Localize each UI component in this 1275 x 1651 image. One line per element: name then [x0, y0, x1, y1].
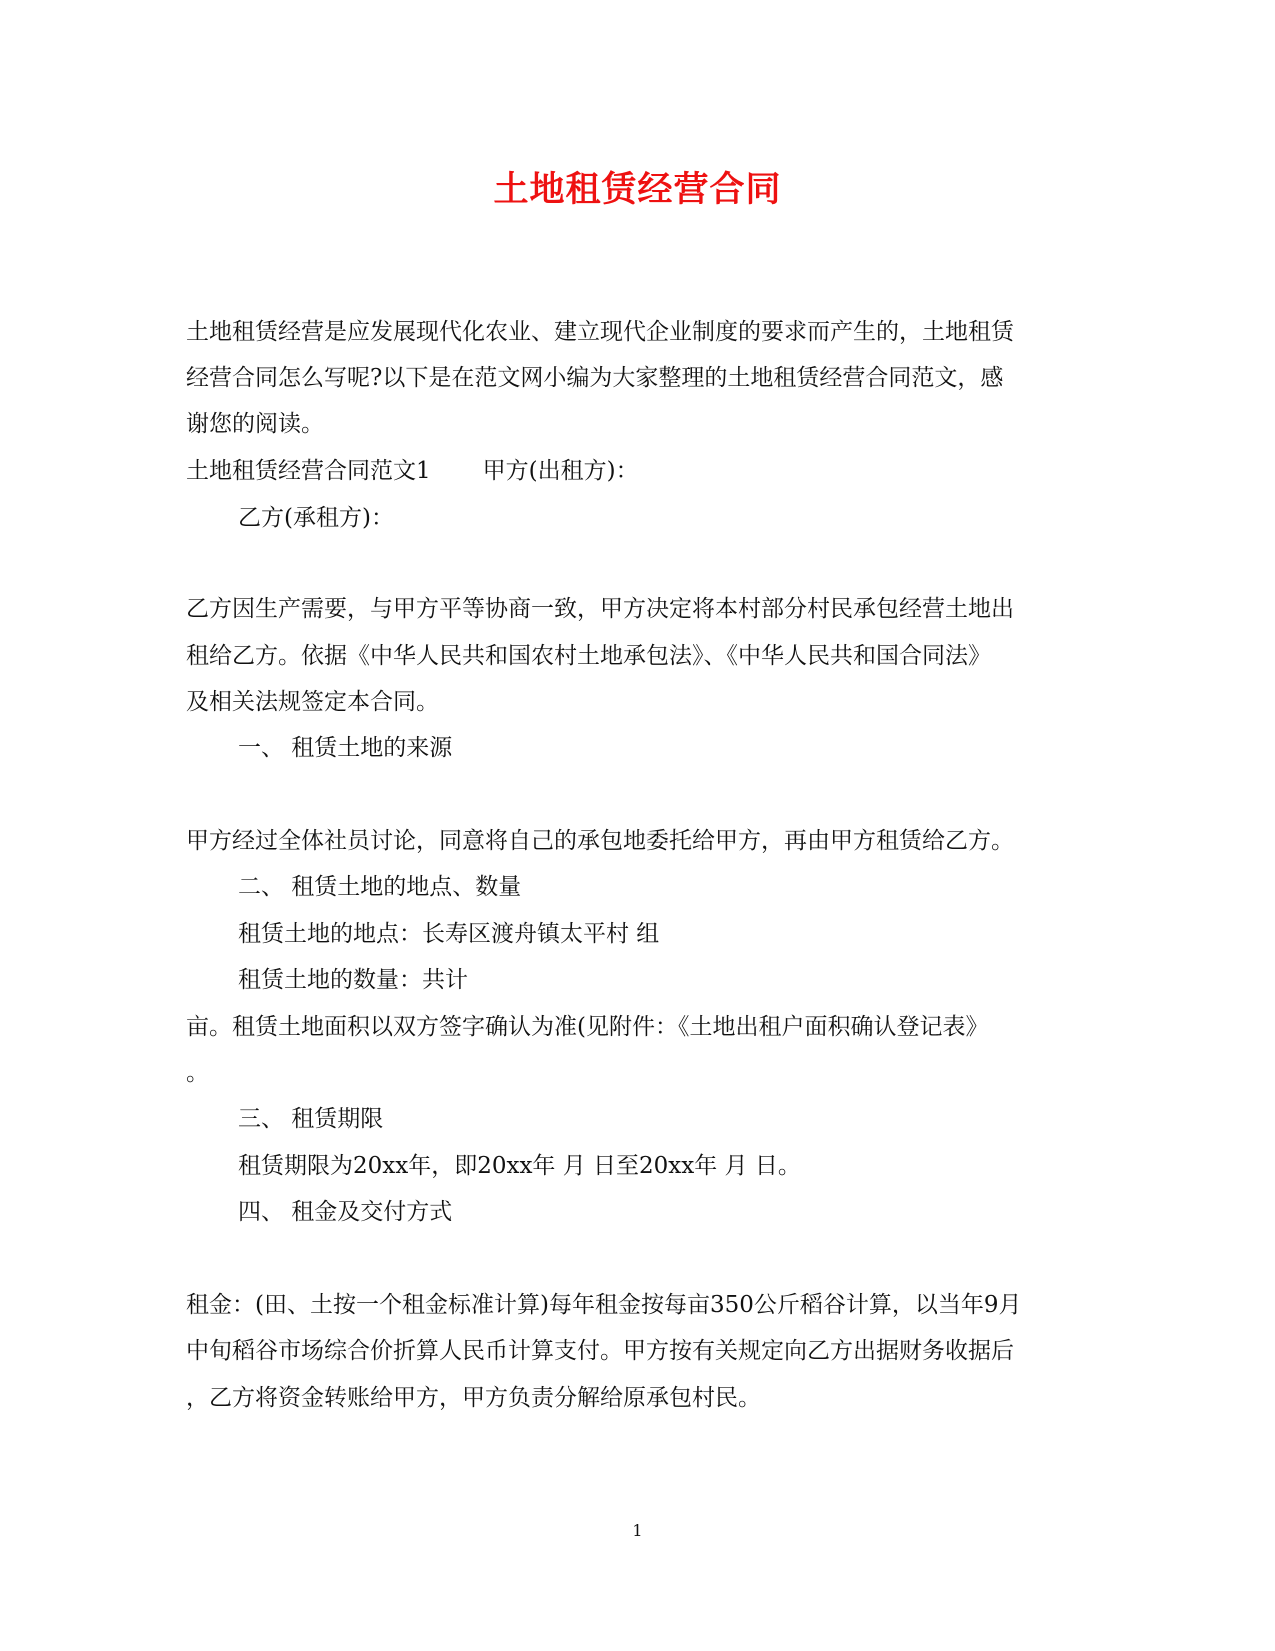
section-3-heading: 三、 租赁期限	[238, 1106, 384, 1132]
preamble-line-2: 租给乙方。依据《中华人民共和国农村土地承包法》、《中华人民共和国合同法》	[186, 643, 991, 669]
rent-line-1: 租金：(田、土按一个租金标准计算)每年租金按每亩350公斤稻谷计算，以当年9月	[186, 1292, 1022, 1318]
section-4-heading: 四、 租金及交付方式	[238, 1199, 453, 1225]
section-2-heading: 二、 租赁土地的地点、数量	[238, 874, 522, 900]
page-number: 1	[632, 1521, 643, 1540]
party-a-label: 甲方(出租方)：	[482, 458, 639, 484]
land-area-note-end: 。	[186, 1060, 209, 1086]
preamble-line-1: 乙方因生产需要，与甲方平等协商一致，甲方决定将本村部分村民承包经营土地出	[186, 596, 1014, 622]
intro-line-2: 经营合同怎么写呢?以下是在范文网小编为大家整理的土地租赁经营合同范文，感	[186, 365, 1004, 391]
intro-line-3: 谢您的阅读。	[186, 411, 324, 437]
intro-line-1: 土地租赁经营是应发展现代化农业、建立现代企业制度的要求而产生的，土地租赁	[186, 319, 1014, 345]
sample-heading: 土地租赁经营合同范文1	[186, 458, 431, 484]
land-location: 租赁土地的地点：长寿区渡舟镇太平村 组	[238, 921, 660, 947]
rent-line-3: ，乙方将资金转账给甲方，甲方负责分解给原承包村民。	[186, 1385, 761, 1411]
land-quantity: 租赁土地的数量：共计	[238, 967, 468, 993]
party-b-label: 乙方(承租方)：	[238, 505, 394, 531]
lease-term: 租赁期限为20xx年，即20xx年 月 日至20xx年 月 日。	[238, 1153, 801, 1179]
preamble-line-3: 及相关法规签定本合同。	[186, 689, 439, 715]
document-title: 土地租赁经营合同	[493, 169, 782, 210]
section-1-heading: 一、 租赁土地的来源	[238, 735, 453, 761]
land-area-note: 亩。租赁土地面积以双方签字确认为准(见附件：《土地出租户面积确认登记表》	[186, 1014, 989, 1040]
rent-line-2: 中旬稻谷市场综合价折算人民币计算支付。甲方按有关规定向乙方出据财务收据后	[186, 1338, 1014, 1364]
sample-heading-row	[186, 455, 639, 487]
section-1-text: 甲方经过全体社员讨论，同意将自己的承包地委托给甲方，再由甲方租赁给乙方。	[186, 828, 1014, 854]
